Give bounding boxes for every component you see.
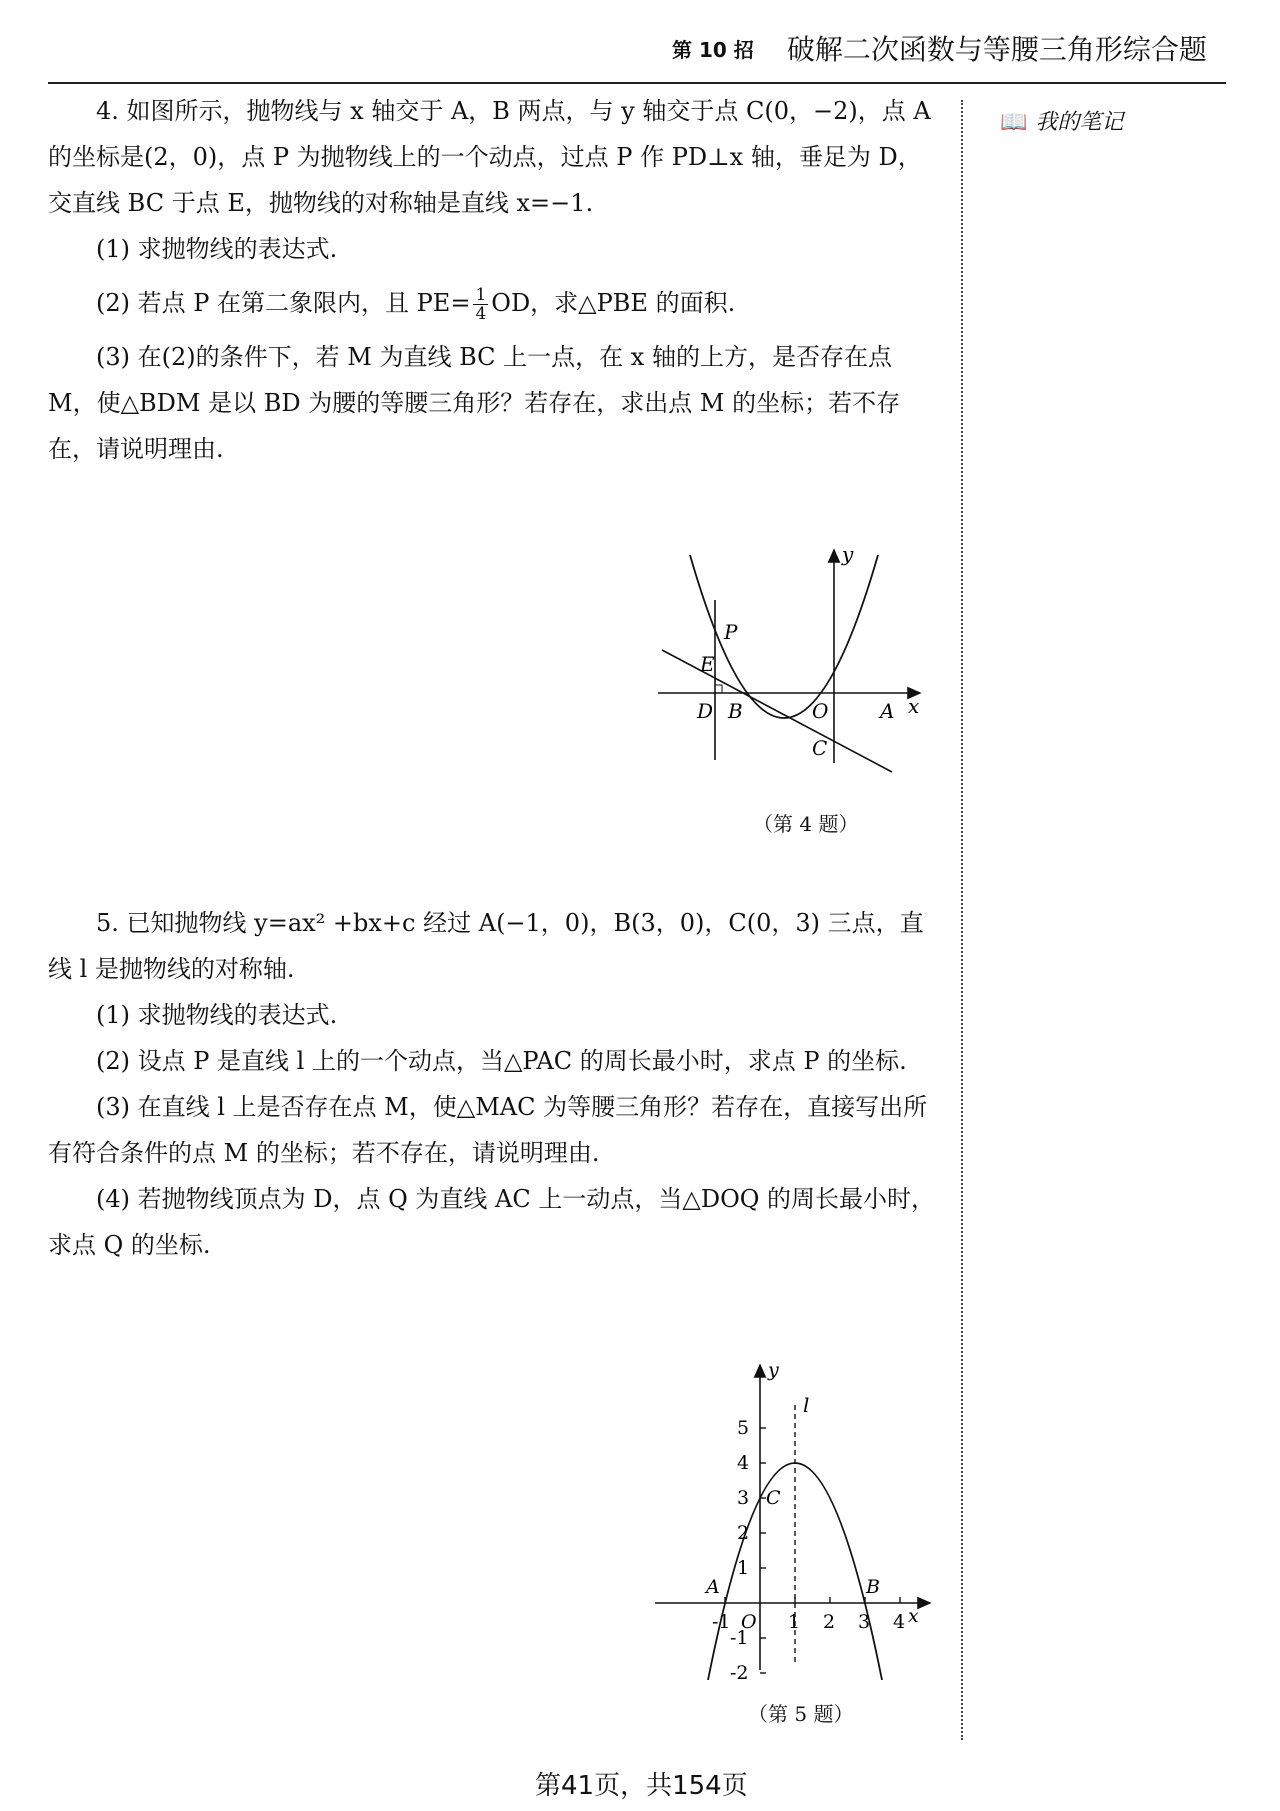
fraction	[473, 286, 488, 323]
question-5	[48, 900, 938, 1268]
point-a-label: A	[880, 699, 895, 723]
point-a-label: A	[706, 1576, 720, 1598]
origin-label: O	[812, 699, 829, 723]
point-e-label: E	[700, 652, 715, 676]
x-axis-label: x	[908, 694, 920, 718]
x-tick-1: 1	[788, 1611, 801, 1633]
fraction-denominator: 4	[475, 304, 487, 324]
point-b-label: B	[866, 1576, 880, 1598]
point-d-label: D	[697, 699, 714, 723]
q4-part2-before: (2) 若点 P 在第二象限内，且 PE=	[96, 289, 471, 317]
point-c-label: C	[766, 1487, 781, 1509]
point-p-label: P	[724, 620, 738, 644]
q4-intro: 4. 如图所示，抛物线与 x 轴交于 A，B 两点，与 y 轴交于点 C(0，−2)，点 A 的坐标是(2，0)，点 P 为抛物线上的一个动点，过点 P 作 PD⊥x 轴，垂足为 D，交直线 BC 于点 E，抛物线的对称轴是直线 x=−1.	[48, 97, 931, 217]
figure-4	[650, 545, 930, 805]
q5-intro: 5. 已知抛物线 y=ax² +bx+c 经过 A(−1，0)，B(3，0)，C(0，3) 三点，直线 l 是抛物线的对称轴.	[48, 909, 924, 983]
q5-part3: (3) 在直线 l 上是否存在点 M，使△MAC 为等腰三角形？若存在，直接写出所有符合条件的点 M 的坐标；若不存在，请说明理由.	[48, 1093, 928, 1167]
origin-label: O	[741, 1611, 757, 1633]
page-header	[672, 28, 1207, 68]
y-tick-neg2: -2	[730, 1662, 749, 1680]
section-number: 第 10 招	[672, 37, 754, 62]
y-tick-neg1: -1	[730, 1627, 749, 1649]
notes-column-label	[1000, 105, 1123, 136]
point-c-label: C	[812, 736, 828, 760]
q5-part4: (4) 若抛物线顶点为 D，点 Q 为直线 AC 上一动点，当△DOQ 的周长最小时，求点 Q 的坐标.	[48, 1185, 936, 1259]
question-4	[48, 88, 938, 472]
q4-part2	[48, 280, 938, 326]
line-l-label: l	[803, 1393, 810, 1417]
y-tick-3: 3	[737, 1487, 750, 1509]
right-angle-mark	[715, 685, 722, 693]
x-tick-2: 2	[823, 1611, 836, 1633]
figure-5-caption: （第 5 题）	[748, 1702, 854, 1726]
y-tick-1: 1	[737, 1557, 750, 1579]
notes-label: 我的笔记	[1035, 110, 1124, 135]
page-indicator: 第41页，共154页	[535, 1771, 748, 1801]
y-axis-label: y	[768, 1360, 779, 1381]
book-icon: 📖	[1000, 110, 1028, 135]
header-rule	[48, 82, 1226, 84]
q5-part2: (2) 设点 P 是直线 l 上的一个动点，当△PAC 的周长最小时，求点 P 的坐标.	[96, 1047, 907, 1075]
q5-part1: (1) 求抛物线的表达式.	[96, 1001, 338, 1029]
x-axis-label: x	[908, 1605, 919, 1627]
q4-part2-after: OD，求△PBE 的面积.	[491, 289, 736, 317]
q4-part3: (3) 在(2)的条件下，若 M 为直线 BC 上一点，在 x 轴的上方，是否存在点 M，使△BDM 是以 BD 为腰的等腰三角形？若存在，求出点 M 的坐标；若不存在，请说明理由.	[48, 343, 901, 463]
chapter-title: 破解二次函数与等腰三角形综合题	[786, 33, 1207, 66]
figure-4-caption: （第 4 题）	[753, 812, 859, 836]
q4-part1: (1) 求抛物线的表达式.	[96, 235, 338, 263]
y-tick-2: 2	[737, 1522, 750, 1544]
fraction-numerator: 1	[475, 285, 487, 305]
y-axis-label: y	[842, 545, 854, 566]
x-tick-neg1: -1	[712, 1611, 731, 1633]
notes-divider	[961, 100, 963, 1740]
x-tick-4: 4	[893, 1611, 906, 1633]
figure-5	[640, 1360, 940, 1680]
y-tick-5: 5	[737, 1417, 750, 1439]
x-tick-3: 3	[858, 1611, 871, 1633]
y-tick-4: 4	[737, 1452, 750, 1474]
point-b-label: B	[728, 699, 743, 723]
